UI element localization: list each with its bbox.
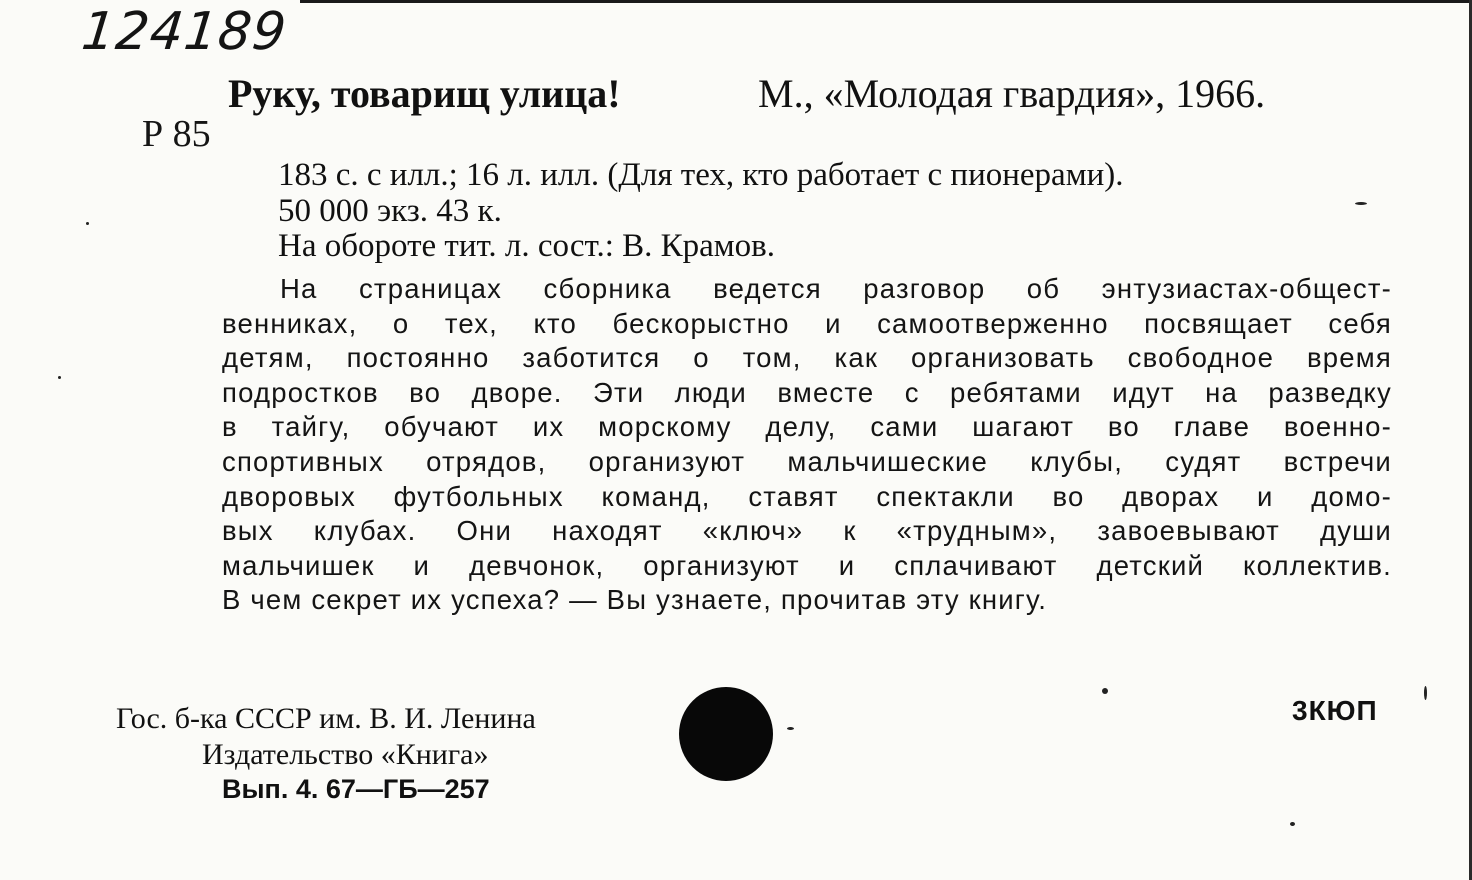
inventory-number: 124189 [78, 2, 290, 62]
annotation-line: мальчишек и девчонок, организуют и сплачивают детский коллектив. [222, 549, 1392, 581]
collation-line: 50 000 экз. 43 к. [278, 193, 502, 229]
annotation-line: детям, постоянно заботится о том, как организовать свободное время [222, 342, 1392, 374]
punch-hole [679, 687, 773, 781]
annotation-line: спортивных отрядов, организуют мальчишеские клубы, судят встречи [222, 445, 1392, 477]
print-speck [86, 222, 89, 225]
annotation-line: В чем секрет их успеха? — Вы узнаете, прочитав эту книгу. [222, 584, 1048, 616]
title-line [228, 70, 1378, 117]
print-speck [1424, 686, 1427, 700]
publisher-name: Издательство «Книга» [202, 738, 489, 771]
annotation-line: дворовых футбольных команд, ставят спектакли во дворах и домо- [222, 480, 1392, 512]
book-title: Руку, товарищ улица! [228, 71, 621, 116]
annotation-line: На страницах сборника ведется разговор об энтузиастах-общест- [280, 273, 1392, 304]
annotation-line: вых клубах. Они находят «ключ» к «трудным», завоевывают души [222, 515, 1392, 547]
compiler-note: На обороте тит. л. сост.: В. Крамов. [278, 228, 775, 264]
classification-code: 3КЮП [1292, 695, 1378, 726]
shelf-mark: Р 85 [142, 113, 211, 155]
library-name: Гос. б-ка СССР им. В. И. Ленина [116, 702, 536, 735]
print-speck [58, 376, 61, 379]
annotation-line: в тайгу, обучают их морскому делу, сами шагают во главе военно- [222, 411, 1392, 443]
collation [278, 157, 1123, 229]
annotation-line: подростков во дворе. Эти люди вместе с ребятами идут на разведку [222, 376, 1392, 408]
print-speck [1355, 202, 1367, 205]
annotation [222, 272, 1392, 618]
annotation-line: венниках, о тех, кто бескорыстно и самоотверженно посвящает себя [222, 307, 1392, 339]
print-speck [787, 727, 794, 730]
print-speck [1102, 688, 1108, 694]
imprint: М., «Молодая гвардия», 1966. [758, 71, 1266, 116]
print-speck [1290, 822, 1295, 826]
issue-number: Вып. 4. 67—ГБ—257 [222, 774, 490, 804]
card-top-edge [300, 0, 1472, 3]
collation-line: 183 с. с илл.; 16 л. илл. (Для тех, кто работает с пионерами). [278, 157, 1124, 193]
